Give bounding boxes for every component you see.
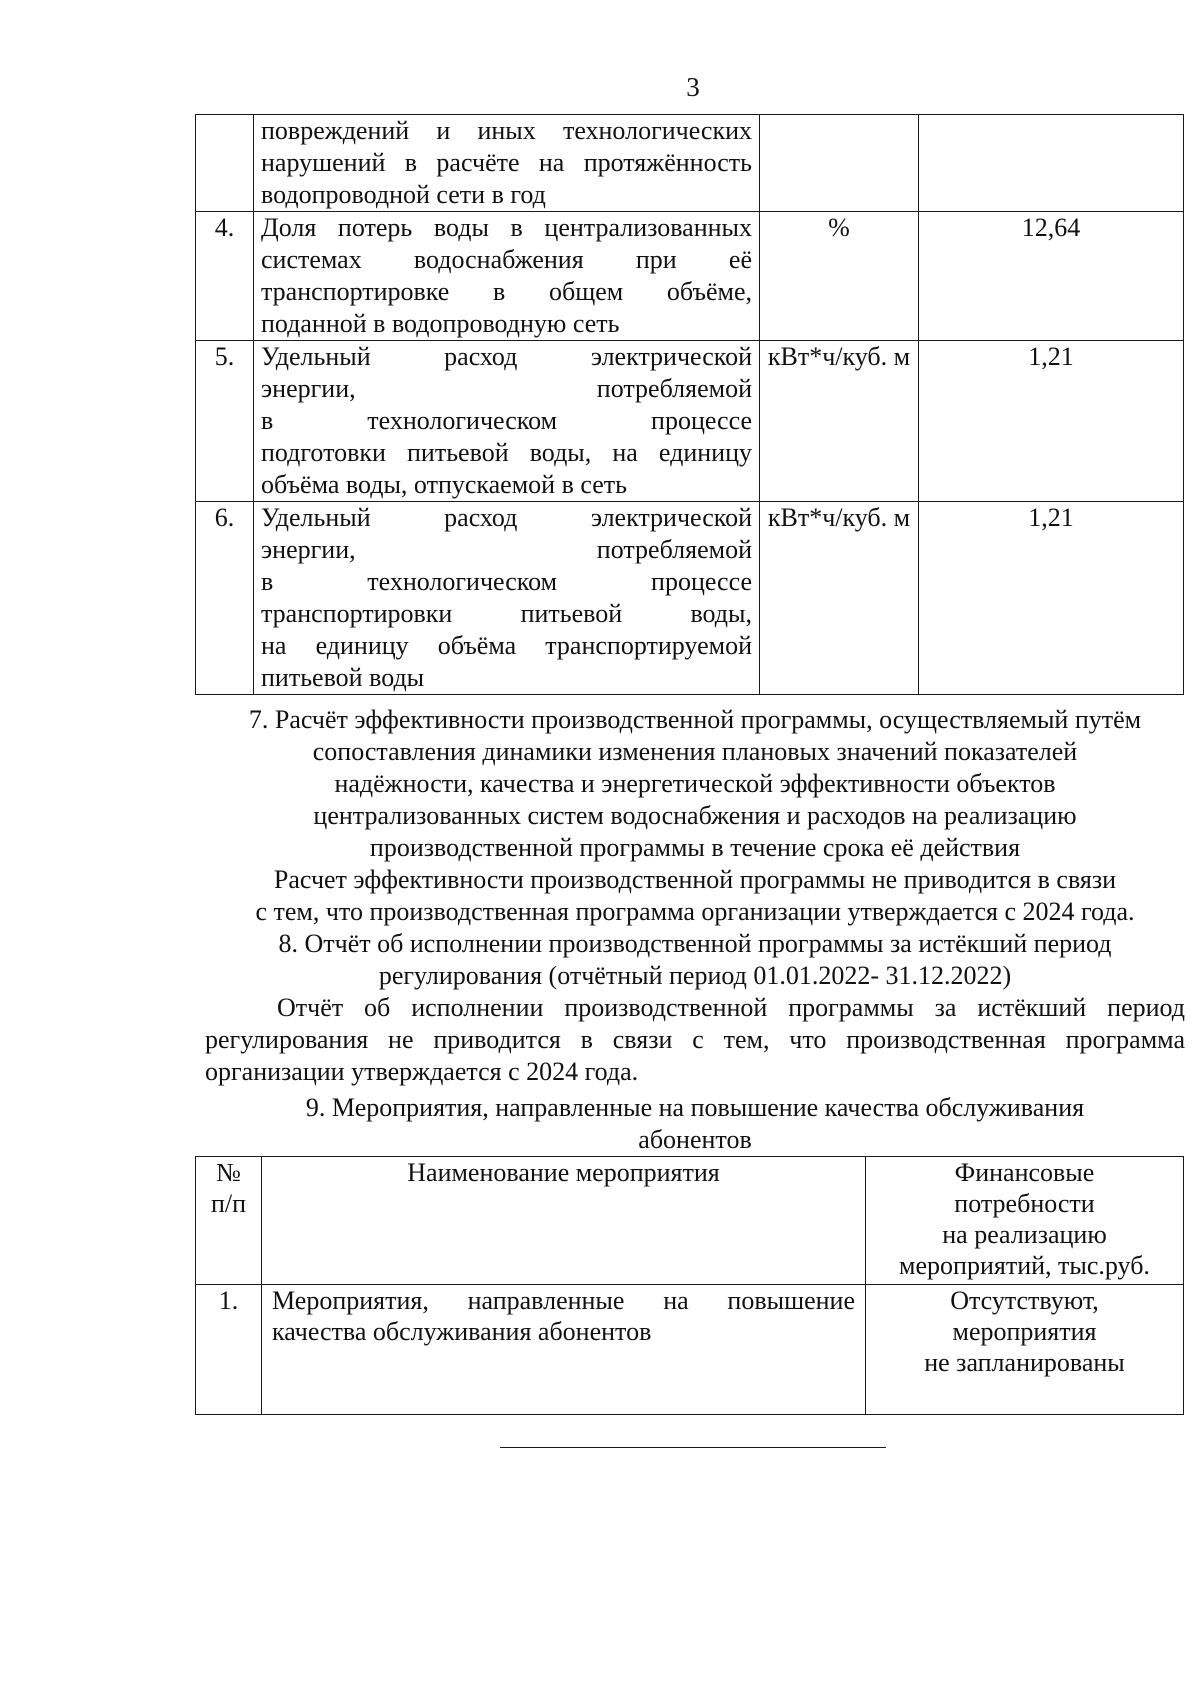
- value-cell: [919, 115, 1184, 212]
- row-number: 5.: [196, 341, 254, 502]
- indicator-description: [254, 502, 760, 695]
- description-line: Удельный расход электрической: [261, 342, 752, 371]
- finance-line: Отсутствуют,: [950, 1286, 1099, 1315]
- finance-line: не запланированы: [924, 1348, 1125, 1377]
- page-number: 3: [686, 72, 700, 102]
- heading-line: 9. Мероприятия, направленные на повышение качества обслуживания: [305, 1093, 1085, 1122]
- heading-line: абонентов: [638, 1125, 752, 1154]
- unit-cell: [760, 115, 919, 212]
- description-line: подготовки питьевой воды, на единицу: [261, 438, 752, 467]
- description-line: энергии, потребляемой: [261, 374, 752, 403]
- value-cell: 12,64: [919, 212, 1184, 341]
- section-8-body: Отчёт об исполнении производственной программы за истёкший период регулирования не приводится в связи с тем, что производственная программа организации утверждается с 2024 года.: [205, 993, 1185, 1086]
- header-finance: [866, 1157, 1184, 1285]
- heading-line: сопоставления динамики изменения плановых значений показателей: [312, 737, 1078, 766]
- header-line: п/п: [210, 1189, 247, 1218]
- section-8-heading: [205, 928, 1185, 992]
- heading-line: централизованных систем водоснабжения и расходов на реализацию: [313, 801, 1077, 830]
- heading-line: 8. Отчёт об исполнении производственной программы за истёкший период: [278, 929, 1112, 958]
- row-number: 6.: [196, 502, 254, 695]
- unit-cell: кВт*ч/куб. м: [760, 341, 919, 502]
- header-line: потребности: [954, 1189, 1095, 1218]
- table-row: [196, 1285, 1184, 1415]
- description-line: Доля потерь воды в централизованных: [261, 213, 752, 242]
- table-header-row: [196, 1157, 1184, 1285]
- row-number: [196, 115, 254, 212]
- row-number: 1.: [196, 1285, 262, 1415]
- row-number: 4.: [196, 212, 254, 341]
- description-line: питьевой воды: [261, 663, 425, 692]
- table-row: [196, 341, 1184, 502]
- heading-line: регулирования (отчётный период 01.01.2022- 31.12.2022): [378, 961, 1012, 990]
- value-cell: 1,21: [919, 502, 1184, 695]
- description-line: на единицу объёма транспортируемой: [261, 631, 752, 660]
- finance-cell: [866, 1285, 1184, 1415]
- indicator-description: [254, 115, 760, 212]
- section-7-heading: [205, 704, 1185, 864]
- end-rule: [500, 1447, 886, 1448]
- description-line: в технологическом процессе: [261, 406, 752, 435]
- body-line: Расчет эффективности производственной программы не приводится в связи: [273, 865, 1117, 894]
- unit-cell: %: [760, 212, 919, 341]
- header-line: №: [216, 1158, 241, 1187]
- header-line: на реализацию: [942, 1220, 1107, 1249]
- description-line: повреждений и иных технологических: [261, 116, 752, 145]
- description-line: в технологическом процессе: [261, 567, 752, 596]
- description-line: Удельный расход электрической: [261, 503, 752, 532]
- header-measure-name: Наименование мероприятия: [262, 1157, 866, 1285]
- table-row: [196, 115, 1184, 212]
- unit-cell: кВт*ч/куб. м: [760, 502, 919, 695]
- description-line: транспортировке в общем объёме,: [261, 277, 752, 306]
- description-line: транспортировки питьевой воды,: [261, 599, 752, 628]
- table-row: [196, 212, 1184, 341]
- description-line: объёма воды, отпускаемой в сеть: [261, 470, 627, 499]
- section-7-body: [205, 864, 1185, 928]
- indicator-description: [254, 341, 760, 502]
- finance-line: мероприятия: [952, 1317, 1097, 1346]
- section-9-heading: [205, 1092, 1185, 1156]
- description-line: водопроводной сети в год: [261, 180, 546, 209]
- heading-line: надёжности, качества и энергетической эффективности объектов: [334, 769, 1056, 798]
- body-line: с тем, что производственная программа организации утверждается с 2024 года.: [255, 897, 1135, 926]
- measures-table: [195, 1156, 1184, 1415]
- description-line: энергии, потребляемой: [261, 535, 752, 564]
- header-line: Финансовые: [954, 1158, 1095, 1187]
- indicator-description: [254, 212, 760, 341]
- header-number: [196, 1157, 262, 1285]
- measure-name: Мероприятия, направленные на повышение качества обслуживания абонентов: [262, 1285, 866, 1415]
- table-row: [196, 502, 1184, 695]
- description-line: нарушений в расчёте на протяжённость: [261, 148, 752, 177]
- description-line: поданной в водопроводную сеть: [261, 309, 620, 338]
- heading-line: производственной программы в течение срока её действия: [369, 833, 1021, 862]
- value-cell: 1,21: [919, 341, 1184, 502]
- description-line: системах водоснабжения при её: [261, 245, 752, 274]
- header-line: мероприятий, тыс.руб.: [899, 1251, 1150, 1280]
- indicators-table: [195, 114, 1184, 695]
- heading-line: 7. Расчёт эффективности производственной программы, осуществляемый путём: [248, 705, 1142, 734]
